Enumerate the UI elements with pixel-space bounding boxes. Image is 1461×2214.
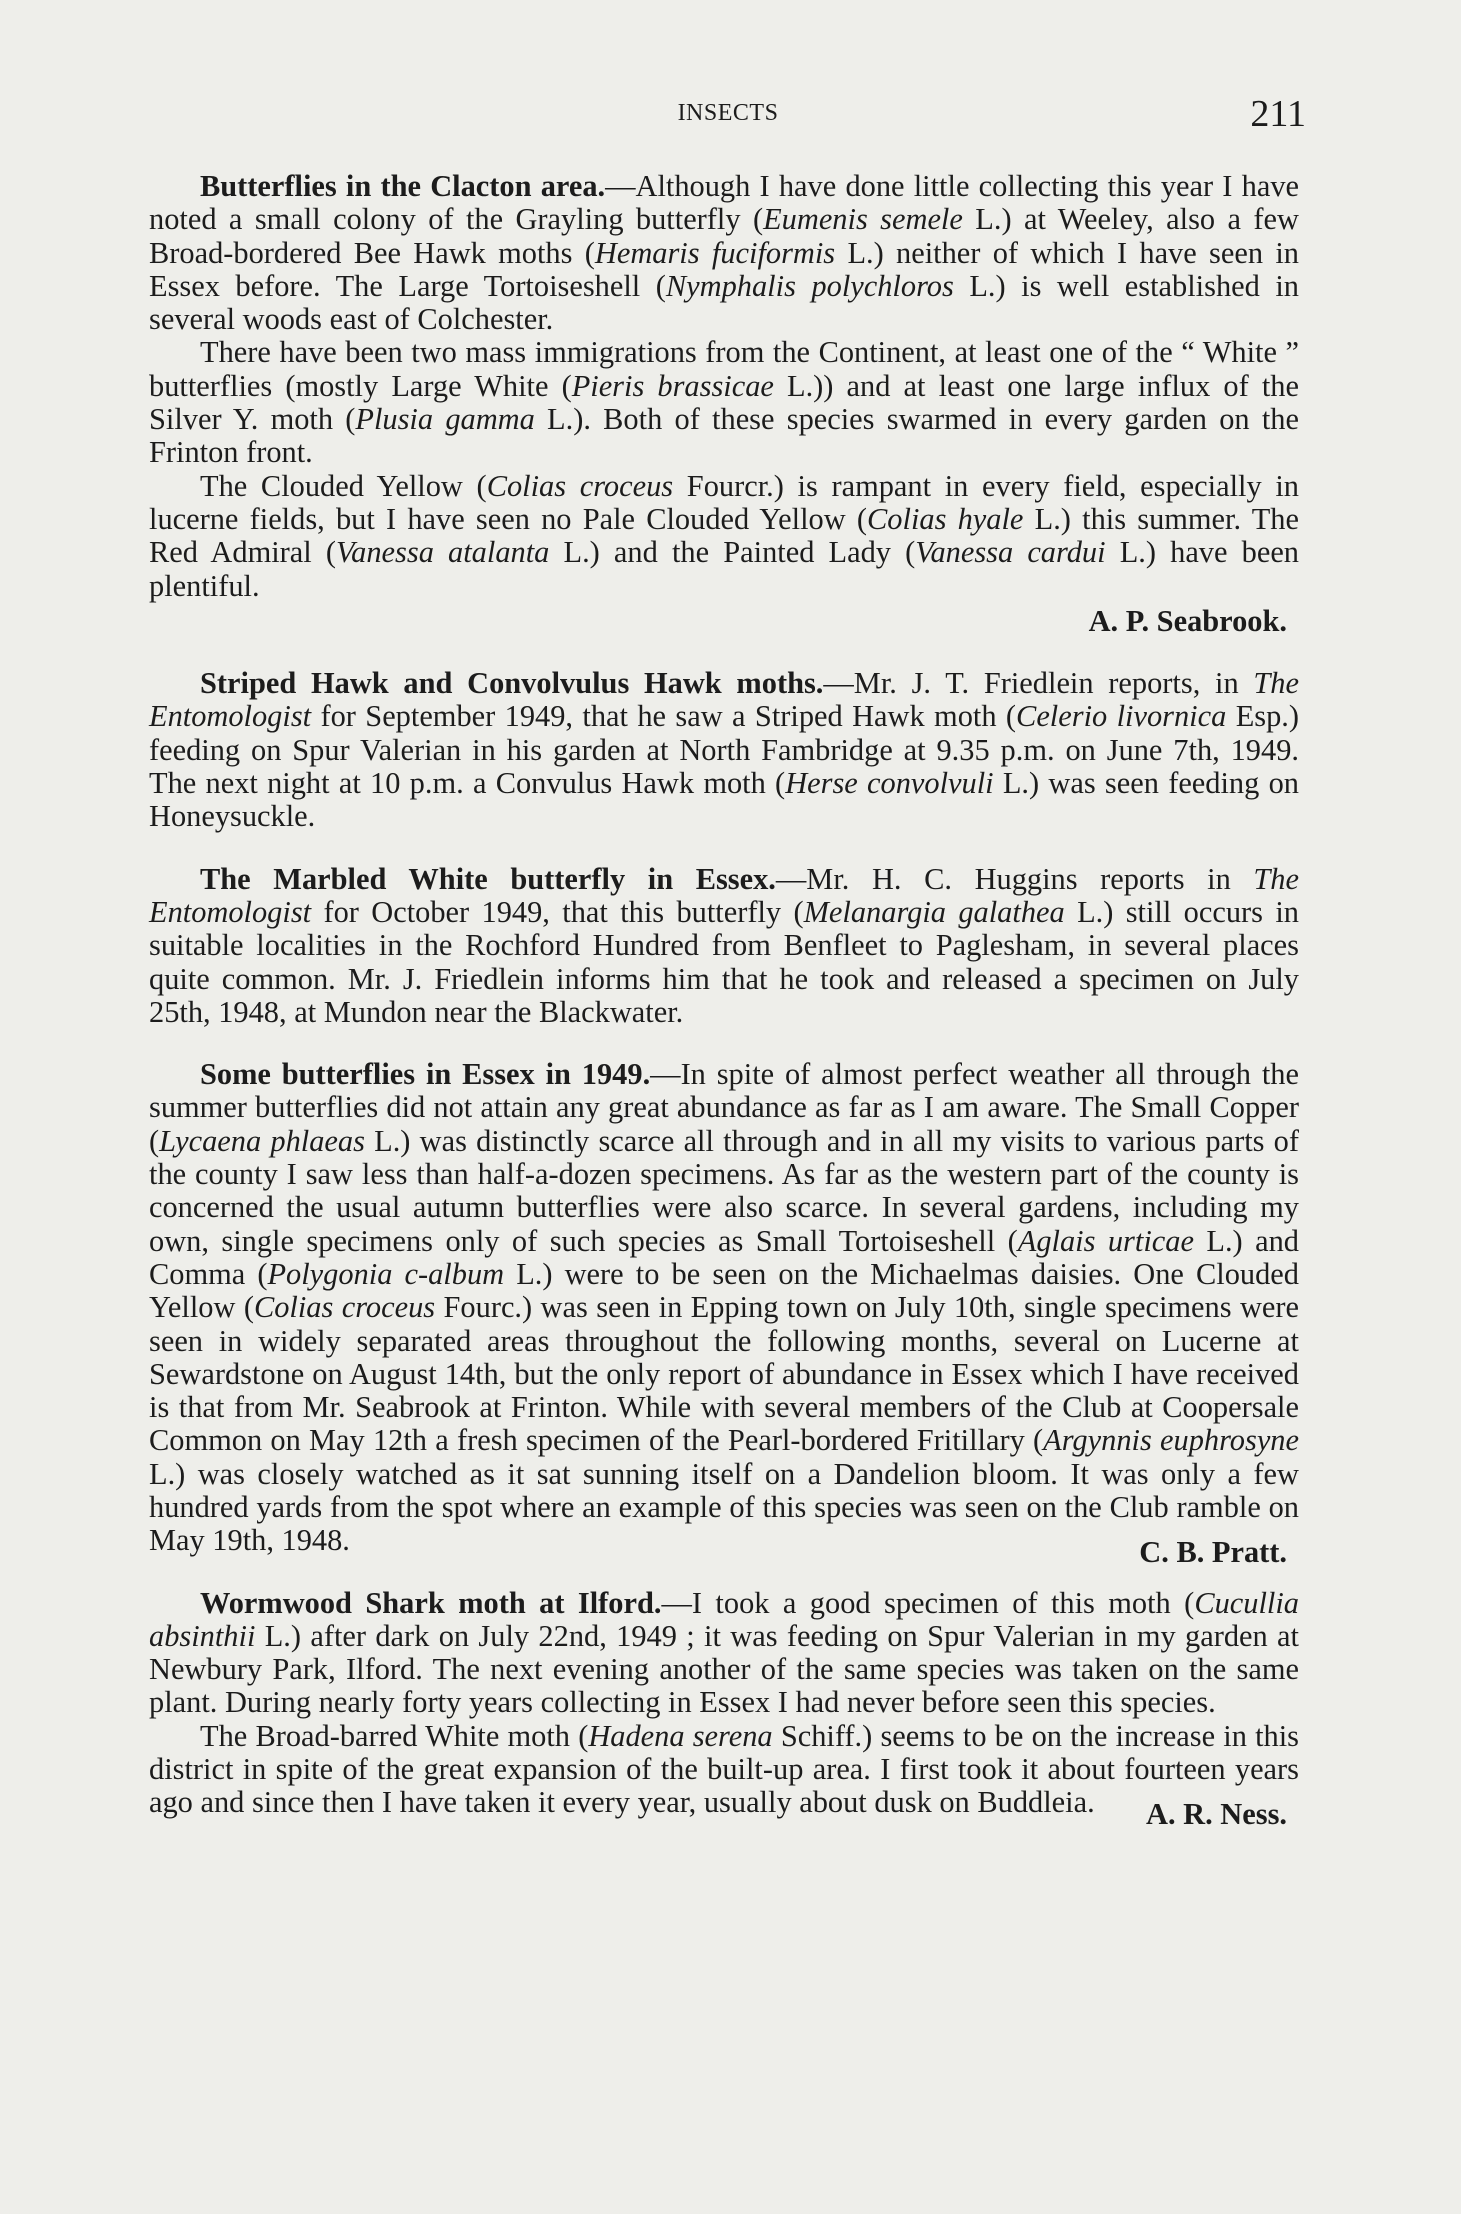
note-paragraph xyxy=(149,1057,1300,1570)
text-run: L.) was distinctly scarce all through and in all my visits to various parts of the county I saw less than half-a-dozen specimens. As far as the western part of the county is concerned the usual autumn butterflies were also scarce. In several gardens, including my own, single specimens only of such species as Small Tortoiseshell ( xyxy=(149,1123,1300,1258)
species-name: Colias croceus xyxy=(253,1290,436,1325)
text-run: The Clouded Yellow ( xyxy=(200,468,487,503)
species-name: Argynnis euphrosyne xyxy=(1043,1423,1299,1458)
note-paragraph xyxy=(149,470,1299,603)
text-run: for September 1949, that he saw a Striped Hawk moth ( xyxy=(311,699,1017,734)
text-run: L.) have been plentiful. xyxy=(149,535,1300,603)
note-heading: The Marbled White butterfly in Essex. xyxy=(200,861,776,896)
text-run: L.) was closely watched as it sat sunning itself on a Dandelion bloom. It was only a few hundred yards from the spot where an example of this species was seen on the Club ramble on May 19th, 1948. xyxy=(149,1456,1299,1558)
text-run: for October 1949, that this butterfly ( xyxy=(311,894,804,929)
note-entry xyxy=(149,1585,1299,1832)
note-entry xyxy=(149,667,1299,833)
text-run: Schiff.) seems to be on the increase in this district in spite of the great expansion of the built-up area. I first took it about fourteen years ago and since then I have taken it every year, usually about dusk on Buddleia. xyxy=(149,1718,1299,1820)
species-name: Aglais urticae xyxy=(1017,1223,1194,1258)
text-run: Esp.) feeding on Spur Valerian in his garden at North Fambridge at 9.35 p.m. on June 7th, 1949. The next night at 10 p.m. a Convulus Hawk moth ( xyxy=(149,699,1299,801)
species-name: Pieris brassicae xyxy=(571,368,774,403)
text-run: L.) neither of which I have seen in Essex before. The Large Tortoiseshell ( xyxy=(149,235,1300,303)
species-name: The Entomologist xyxy=(149,666,1299,734)
text-run: L.) and Comma ( xyxy=(149,1223,1300,1291)
author-signature: A. P. Seabrook. xyxy=(1088,603,1287,638)
note-heading: Wormwood Shark moth at Ilford. xyxy=(200,1585,662,1620)
text-run: L.). Both of these species swarmed in every garden on the Frinton front. xyxy=(149,402,1299,470)
author-signature: C. B. Pratt. xyxy=(1139,1535,1287,1570)
article-body xyxy=(149,170,1299,1849)
species-name: Nymphalis polychloros xyxy=(665,268,954,303)
note-heading: Striped Hawk and Convolvulus Hawk moths. xyxy=(200,666,824,701)
species-name: Polygonia c-album xyxy=(267,1256,505,1291)
species-name: Lycaena phlaeas xyxy=(159,1123,365,1158)
text-run: —In spite of almost perfect weather all through the summer butterflies did not attain any great abundance as far as I am aware. The Small Copper ( xyxy=(149,1057,1299,1158)
text-run: L.)) and at least one large influx of the Silver Y. moth ( xyxy=(149,368,1299,437)
species-name: Hemaris fuciformis xyxy=(594,235,836,270)
note-paragraph xyxy=(149,667,1299,833)
text-run: L.) at Weeley, also a few Broad-bordered Bee Hawk moths ( xyxy=(149,202,1299,270)
species-name: The Entomologist xyxy=(149,861,1299,929)
text-run: —Mr. J. T. Friedlein reports, in xyxy=(823,666,1254,701)
text-run: —Although I have done little collecting this year I have noted a small colony of the Grayling butterfly ( xyxy=(149,169,1299,237)
text-run: —Mr. H. C. Huggins reports in xyxy=(775,861,1254,896)
text-run: L.) were to be seen on the Michaelmas daisies. One Clouded Yellow ( xyxy=(149,1256,1299,1325)
text-run: Fourcr.) is rampant in every field, especially in lucerne fields, but I have seen no Pale Clouded Yellow ( xyxy=(149,468,1299,536)
text-run: L.) was seen feeding on Honeysuckle. xyxy=(149,766,1299,834)
text-run: L.) still occurs in suitable localities in the Rochford Hundred from Benfleet to Paglesham, in several places quite common. Mr. J. Friedlein informs him that he took and released a specimen on July 25th, 1948, at Mundon near the Blackwater. xyxy=(149,894,1300,1029)
species-name: Vanessa cardui xyxy=(915,535,1106,570)
author-signature: A. R. Ness. xyxy=(1146,1797,1287,1832)
text-run: —I took a good specimen of this moth ( xyxy=(661,1585,1195,1620)
note-paragraph xyxy=(149,863,1299,1029)
species-name: Vanessa atalanta xyxy=(335,535,550,570)
text-run: The Broad-barred White moth ( xyxy=(200,1718,589,1753)
species-name: Colias croceus xyxy=(486,468,674,503)
species-name: Melanargia galathea xyxy=(803,894,1065,929)
note-heading: Some butterflies in Essex in 1949. xyxy=(200,1057,651,1092)
species-name: Herse convolvuli xyxy=(785,766,994,801)
note-paragraph xyxy=(149,170,1299,336)
text-run: Fourc.) was seen in Epping town on July 10th, single specimens were seen in widely separated areas throughout the following months, several on Lucerne at Sewardstone on August 14th, but the only report of abundance in Essex which I have received is that from Mr. Seabrook at Frinton. While with several members of the Club at Coopersale Common on May 12th a fresh specimen of the Pearl-bordered Fritillary ( xyxy=(149,1290,1299,1458)
note-paragraph xyxy=(149,1587,1299,1720)
note-heading: Butterflies in the Clacton area. xyxy=(200,169,606,203)
note-paragraph xyxy=(149,1718,1299,1832)
note-entry xyxy=(149,863,1299,1029)
running-head: INSECTS xyxy=(677,100,779,126)
species-name: Colias hyale xyxy=(867,501,1024,536)
note-entry xyxy=(149,1057,1300,1570)
text-run: L.) this summer. The Red Admiral ( xyxy=(149,501,1299,570)
species-name: Celerio livornica xyxy=(1016,699,1227,734)
species-name: Plusia gamma xyxy=(355,402,535,437)
text-run: There have been two mass immigrations from the Continent, at least one of the “ White ” butterflies (mostly Large White ( xyxy=(149,335,1299,403)
species-name: Cucullia absinthii xyxy=(149,1585,1299,1653)
note-paragraph xyxy=(149,336,1299,469)
note-entry xyxy=(149,170,1299,638)
species-name: Eumenis semele xyxy=(763,202,963,237)
text-run: L.) is well established in several woods east of Colchester. xyxy=(149,268,1299,337)
species-name: Hadena serena xyxy=(588,1718,773,1753)
page-header xyxy=(150,92,1306,142)
page-number: 211 xyxy=(1250,93,1306,135)
text-run: L.) after dark on July 22nd, 1949 ; it was feeding on Spur Valerian in my garden at Newbury Park, Ilford. The next evening another of the same species was taken on the same plant. During nearly forty years collecting in Essex I had never before seen this species. xyxy=(149,1618,1299,1720)
text-run: L.) and the Painted Lady ( xyxy=(549,535,916,570)
